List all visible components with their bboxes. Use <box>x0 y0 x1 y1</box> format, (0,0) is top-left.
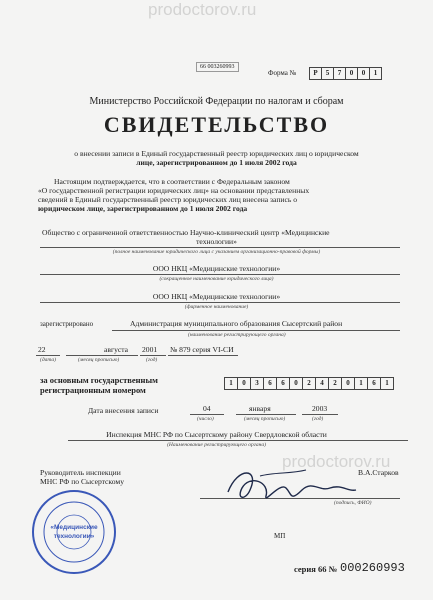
signer-label-2: МНС РФ по Сысертскому <box>40 477 124 486</box>
inspectorate-caption: (Наименование регистрирующего органа) <box>167 442 266 448</box>
reg-number: № 879 серия VI-СИ <box>170 345 234 354</box>
full-name-caption: (полное наименование юридического лица с указанием организационно-правовой формы) <box>112 249 321 255</box>
seal-line-1: «Медицинские <box>50 524 98 531</box>
reg-year: 2001 <box>142 345 158 354</box>
body-line-2: «О государственной регистрации юридических лиц» на основании представленных <box>38 186 310 195</box>
ogrn-label-1: за основным государственным <box>40 375 158 385</box>
full-name-line-1: Общество с ограниченной ответственностью Научно-клинический центр «Медицинские <box>42 228 330 237</box>
ogrn-digit: 0 <box>237 377 251 390</box>
short-name: ООО НКЦ «Медицинские технологии» <box>152 264 281 273</box>
ogrn-digit: 6 <box>263 377 277 390</box>
reg-month: августа <box>104 345 129 354</box>
form-digit: 7 <box>333 67 346 80</box>
signer-label-1: Руководитель инспекции <box>40 468 121 477</box>
subtitle-line-1: о внесении записи в Единый государственный реестр юридических лиц о юридическом <box>74 149 359 158</box>
ogrn-digit: 2 <box>328 377 342 390</box>
watermark-top: prodoctorov.ru <box>148 0 257 19</box>
seal-text <box>44 523 104 541</box>
inspectorate: Инспекция МНС РФ по Сысертскому району Свердловской области <box>106 430 327 439</box>
entry-month-caption: (месяц прописью) <box>244 416 286 422</box>
body-line-1: Настоящим подтверждается, что в соответствии с Федеральным законом <box>54 177 290 186</box>
series-number: 000260993 <box>340 561 405 575</box>
entry-month: января <box>249 404 271 413</box>
registered-label: зарегистрировано <box>40 320 94 328</box>
ogrn-digit: 3 <box>250 377 264 390</box>
ogrn-label-2: регистрационным номером <box>40 385 146 395</box>
signer-name: В.А.Старков <box>358 468 399 477</box>
subtitle-line-2: лице, зарегистрированном до 1 июля 2002 года <box>136 158 297 167</box>
full-name-line-2: технологии» <box>196 237 237 246</box>
ogrn-digit: 6 <box>367 377 381 390</box>
form-digit: Р <box>309 67 322 80</box>
ministry-heading: Министерство Российской Федерации по налогам и сборам <box>89 96 344 107</box>
top-code: 66 003260993 <box>196 62 239 72</box>
reg-year-caption: (год) <box>146 357 158 363</box>
ogrn-digit: 1 <box>380 377 394 390</box>
form-label: Форма № <box>268 69 297 77</box>
form-digit: 5 <box>321 67 334 80</box>
entry-year-caption: (год) <box>312 416 324 422</box>
registered-authority: Администрация муниципального образования Сысертский район <box>130 319 343 328</box>
seal-line-2: технологии» <box>53 533 95 540</box>
ogrn-digit: 0 <box>289 377 303 390</box>
ogrn-digit: 4 <box>315 377 329 390</box>
watermark-bottom: prodoctorov.ru <box>282 452 391 471</box>
mp-mark: МП <box>274 532 286 540</box>
ogrn-digit: 1 <box>354 377 368 390</box>
reg-month-caption: (месяц прописью) <box>78 357 120 363</box>
ogrn-digit: 6 <box>276 377 290 390</box>
form-digit: 0 <box>345 67 358 80</box>
form-digit: 1 <box>369 67 382 80</box>
ogrn-digit: 2 <box>302 377 316 390</box>
registered-authority-caption: (наименование регистрирующего органа) <box>188 332 286 338</box>
reg-day-caption: (дата) <box>40 357 56 363</box>
entry-date-label: Дата внесения записи <box>88 406 159 415</box>
document-title: СВИДЕТЕЛЬСТВО <box>103 112 330 137</box>
reg-day: 22 <box>38 345 46 354</box>
series-label: серия 66 № <box>294 564 338 574</box>
entry-day: 04 <box>203 404 211 413</box>
ogrn-digit: 1 <box>224 377 238 390</box>
entry-day-caption: (число) <box>197 416 214 422</box>
brand-name-caption: (фирменное наименование) <box>184 304 249 310</box>
entry-year: 2003 <box>312 404 328 413</box>
body-line-4: юридическом лице, зарегистрированном до 1 июля 2002 года <box>38 204 248 213</box>
short-name-caption: (сокращенное наименование юридического лица) <box>159 276 274 282</box>
ogrn-digit: 0 <box>341 377 355 390</box>
body-line-3: сведений в Единый государственный реестр юридических лиц внесена запись о <box>38 195 297 204</box>
form-digit: 0 <box>357 67 370 80</box>
signer-caption: (подпись, ФИО) <box>334 500 372 506</box>
brand-name: ООО НКЦ «Медицинские технологии» <box>152 292 281 301</box>
